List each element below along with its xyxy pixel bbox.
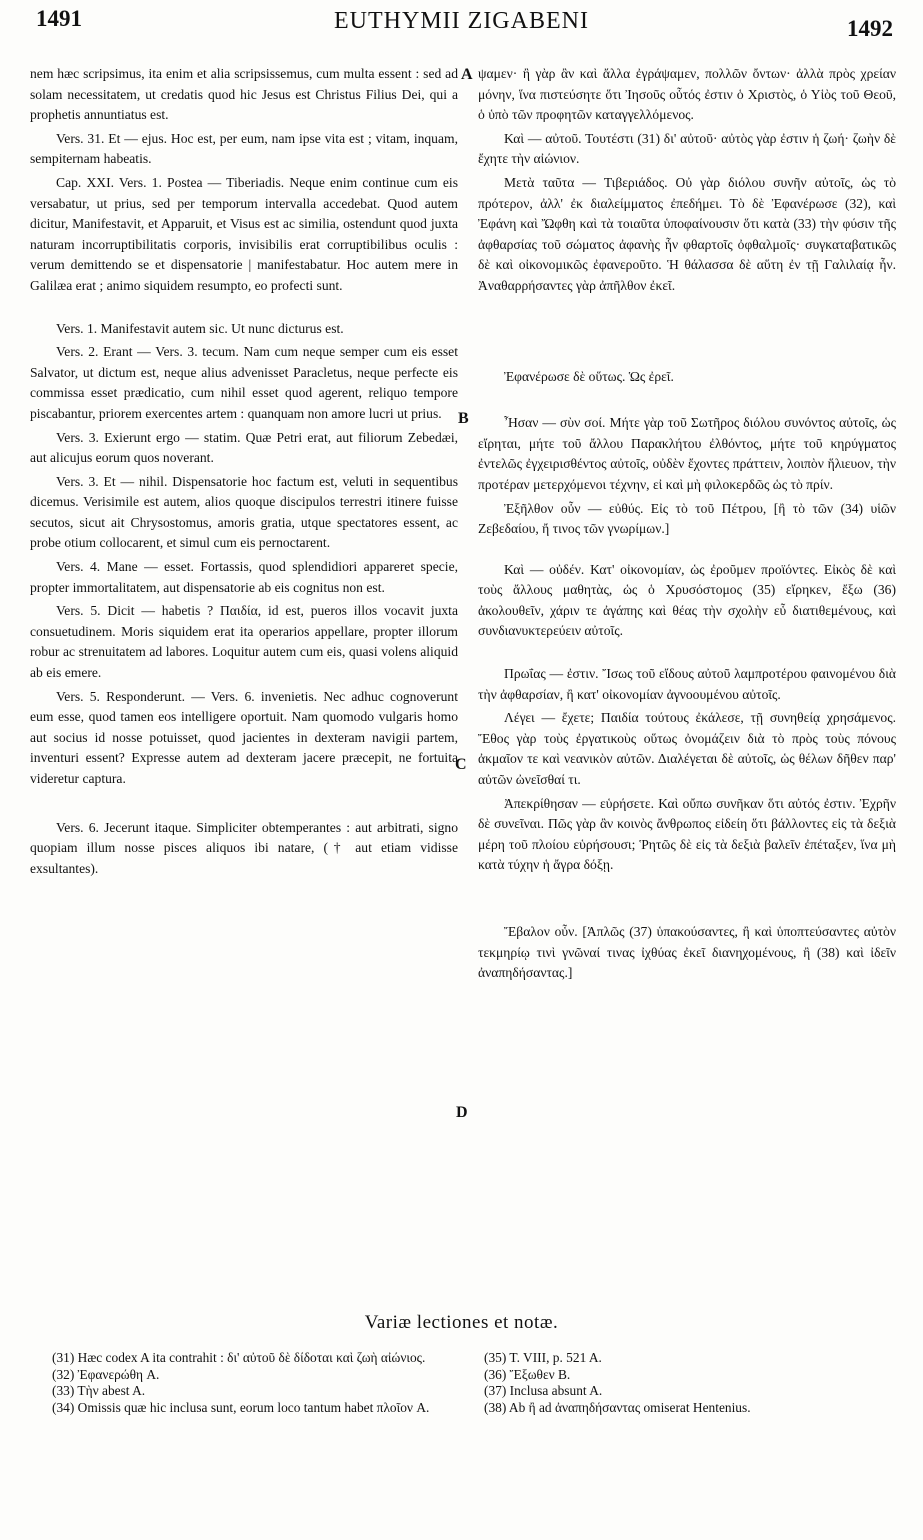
greek-paragraph: Καὶ — αὐτοῦ. Τουτέστι (31) δι' αὐτοῦ· αὐτὸς γὰρ ἐστιν ἡ ζωή· ζωὴν δὲ ἔχητε τὴν αἰώνιον.	[478, 130, 896, 167]
note-item: (38) Ab ἢ ad ἀναπηδήσαντας omiserat Hentenius.	[484, 1399, 751, 1415]
note-item: (35) T. VIII, p. 521 A.	[484, 1350, 602, 1365]
latin-paragraph: Vers. 2. Erant — Vers. 3. tecum. Nam cum neque semper cum eis esset Salvator, ut dictum est, neque alius advenisset Paracletus, neque perfecte eis commissa esset prædicatio, cum nihil esset quod agerent, reliquo tempore piscabantur, priorem exercentes artem : quanquam non amore lucri ut prius.	[30, 344, 458, 421]
margin-marker-a: A	[461, 66, 473, 83]
note-item: (31) Hæc codex A ita contrahit : δι' αὐτοῦ δὲ δίδοται καὶ ζωὴ αἰώνιος.	[52, 1350, 426, 1365]
margin-marker-c: C	[455, 756, 467, 773]
notes-left	[52, 1350, 452, 1416]
greek-paragraph: Ἦσαν — σὺν σοί. Μήτε γὰρ τοῦ Σωτῆρος διόλου συνόντος αὐτοῖς, ὡς εἴρηται, μήτε τοῦ ἄλλου Παρακλήτου ἐλθόντος, μήτε τοῦ κηρύγματος ἐντελῶς ἐγχειρισθέντος αὐτοῖς, οὐδὲν ἔχοντες πράττειν, λοιπὸν ἥλιευον, τὴν προτέραν μετερχόμενοι τέχνην, εἰ καὶ μὴ φιλοκερδῶς ὡς τὸ πρίν.	[478, 415, 896, 492]
latin-paragraph: Vers. 5. Responderunt. — Vers. 6. invenietis. Nec adhuc cognoverunt eum esse, quod tamen eos intelligere oportuit. Nam quomodo vulgaris homo aut socius id nosse potuisset, quod jacientes in dexteram navigii partem, inventuri essent? Expresse autem ad dexteram jacere præcepit, ne fortuita videretur captura.	[30, 688, 458, 786]
greek-paragraph: Ἐφανέρωσε δὲ οὕτως. Ὡς ἐρεῖ.	[504, 368, 674, 384]
greek-paragraph: Λέγει — ἔχετε; Παιδία τούτους ἐκάλεσε, τῇ συνηθείᾳ χρησάμενος. Ἔθος γὰρ τοὺς ἐργατικοὺς οὕτως ὀνομάζειν διὰ τὸ πρὸς τοὺς πόνους ἀκμαῖον τε καὶ νεανικὸν αὐτῶν. Διαλέγεται δὲ αὐτοῖς, ὡς θέλων δῆθεν παρ' αὐτῶν ὠνεῖσθαί τι.	[478, 710, 896, 788]
latin-paragraph: Vers. 4. Mane — esset. Fortassis, quod splendidiori appareret specie, propter immortalitatem, aut dispensatorie ab eis cognitus non est.	[30, 559, 458, 595]
page-number-left: 1491	[36, 6, 82, 31]
greek-paragraph: Ἔβαλον οὖν. [Ἁπλῶς (37) ὑπακούσαντες, ἢ καὶ ὑποπτεύσαντες αὐτὸν τεκμηρίῳ τινὶ γνῶναί τινας ἰχθύας ἐκεῖ διανηχομένους, ἢ (38) καὶ ἰδεῖν ἀναπηδήσαντας.]	[478, 924, 896, 981]
page-number-right: 1492	[847, 16, 893, 41]
note-item: (33) Τὴν abest A.	[52, 1383, 146, 1399]
latin-column	[30, 64, 458, 1304]
greek-paragraph: Μετὰ ταῦτα — Τιβεριάδος. Οὐ γὰρ διόλου συνῆν αὐτοῖς, ὡς τὸ πρότερον, ἀλλ' ἐκ διαλείμματος ἐπεδήμει. Τὸ δὲ Ἐφανέρωσε (32), καὶ Ἐφάνη καὶ Ὤφθη καὶ τὰ τοιαῦτα ὑποφαίνουσιν ὅτι κατὰ (33) τὴν φύσιν τῆς ἀφθαρσίας τοῦ σώματος ἀφανὴς ἦν φθαρτοῖς ὀφθαλμοῖς· συγκαταβατικῶς δὲ καὶ οἰκονομικῶς ἐφανεροῦτο. Ἡ θάλασσα δὲ αὕτη ἐν τῇ Γαλιλαίᾳ ἦν. Ἀναθαρρήσαντες γὰρ ἀπῆλθον ἐκεῖ.	[478, 174, 896, 293]
margin-marker-b: B	[458, 410, 469, 427]
note-item: (34) Omissis quæ hic inclusa sunt, eorum loco tantum habet πλοῖον A.	[52, 1399, 430, 1415]
greek-paragraph: Πρωΐας — ἐστιν. Ἴσως τοῦ εἴδους αὐτοῦ λαμπροτέρου φαινομένου διὰ τὴν ἀφθαρσίαν, ἢ κατ' οἰκονομίαν ἀγνοουμένου αὐτοῖς.	[478, 666, 896, 702]
latin-paragraph: Cap. XXI. Vers. 1. Postea — Tiberiadis. Neque enim continue cum eis versabatur, ut prius, sed per temporum intervalla accedebat. Quod autem dicitur, Manifestavit, et Apparuit, et Visus est ac similia, ostendunt quod juxta naturam incorruptibilitatis corporis, invisibilis erat corruptibilibus oculis : verum demittendo se et dispensatorie | manifestabatur. Hoc autem mere in Galilæa erat ; animo siquidem resumpto, eo profecti sunt.	[30, 174, 458, 293]
notes-right	[484, 1350, 884, 1416]
latin-paragraph: Vers. 1. Manifestavit autem sic. Ut nunc dicturus est.	[56, 320, 344, 336]
greek-paragraph: ψαμεν· ἢ γὰρ ἂν καὶ ἄλλα ἐγράψαμεν, πολλῶν ὄντων· ἀλλὰ πρὸς χρείαν μόνην, ἵνα πιστεύσητε ὅτι Ἰησοῦς οὗτός ἐστιν ὁ Χριστὸς, ὁ Υἱὸς τοῦ Θεοῦ, ὁ ὑπὸ τῶν προφητῶν καταγγελλόμενος.	[478, 66, 896, 123]
greek-paragraph: Ἐξῆλθον οὖν — εὐθύς. Εἰς τὸ τοῦ Πέτρου, [ἢ τὸ τῶν (34) υἱῶν Ζεβεδαίου, ἤ τινος τῶν γνωρίμων.]	[478, 500, 896, 537]
latin-paragraph: Vers. 6. Jecerunt itaque. Simpliciter obtemperantes : aut arbitrati, signo quopiam illum nosse pisces aliquos ibi natare, († aut etiam vidisse exsultantes).	[30, 819, 458, 876]
latin-paragraph: nem hæc scripsimus, ita enim et alia scripsissemus, cum multa essent : sed ad solam necessitatem, ut credatis quod hic Jesus est Christus Filius Dei, qui a prophetis annuntiatus est.	[30, 66, 458, 123]
greek-paragraph: Καὶ — οὐδέν. Κατ' οἰκονομίαν, ὡς ἐροῦμεν προϊόντες. Εἰκὸς δὲ καὶ τοὺς ἄλλους μαθητὰς, ὡς ὁ Χρυσόστομος (35) εἴρηκεν, ἔξω (36) ἀκολουθεῖν, χάριν τε ἀγάπης καὶ θέας τὴν σχολὴν εὖ διατιθεμένους, καὶ συνδιανυκτερεύειν αὐτοῖς.	[478, 561, 896, 639]
latin-paragraph: Vers. 5. Dicit — habetis ? Παιδία, id est, pueros illos vocavit juxta consuetudinem. Moris siquidem erat ita operarios appellare, propter illorum robur ac strenuitatem ad labores. Loquitur autem cum eis, quasi volens aliquid ab eis emere.	[30, 603, 458, 681]
latin-paragraph: Vers. 3. Exierunt ergo — statim. Quæ Petri erat, aut filiorum Zebedæi, aut alicujus eorum quos noverant.	[30, 429, 458, 466]
latin-paragraph: Vers. 3. Et — nihil. Dispensatorie hoc factum est, veluti in sequentibus dicemus. Verisimile est autem, alios quoque discipulos terrestri itinere fuisse secutos, sicut ait Chrysostomus, amoris gratia, utque spectatores essent, ac probe otium collocarent, et simul cum eis pernoctarent.	[30, 473, 458, 551]
running-title: EUTHYMII ZIGABENI	[334, 8, 589, 34]
note-item: (36) Ἔξωθεν B.	[484, 1366, 571, 1382]
note-item: (37) Inclusa absunt A.	[484, 1383, 603, 1399]
page-header	[30, 4, 893, 56]
greek-column	[478, 64, 896, 1304]
margin-marker-d: D	[456, 1104, 468, 1121]
notes-title: Variæ lectiones et notæ.	[364, 1312, 559, 1333]
greek-paragraph: Ἀπεκρίθησαν — εὑρήσετε. Καὶ οὔπω συνῆκαν ὅτι αὐτός ἐστιν. Ἐχρῆν δὲ συνεῖναι. Πῶς γὰρ ἂν κοινὸς ἄνθρωπος εἰδείη ὅτι βάλλοντες εἰς τὰ δεξιὰ μέρη τοῦ πλοίου εὑρήσουσι; Ῥητῶς δὲ εἰς τὰ δεξιὰ βαλεῖν ἐπέταξεν, ἵνα μὴ κατὰ τύχην ἡ ἄγρα δόξῃ.	[478, 795, 896, 873]
latin-paragraph: Vers. 31. Et — ejus. Hoc est, per eum, nam ipse vita est ; vitam, inquam, sempiternam habeatis.	[30, 130, 458, 167]
note-item: (32) Ἐφανερώθη A.	[52, 1366, 160, 1382]
